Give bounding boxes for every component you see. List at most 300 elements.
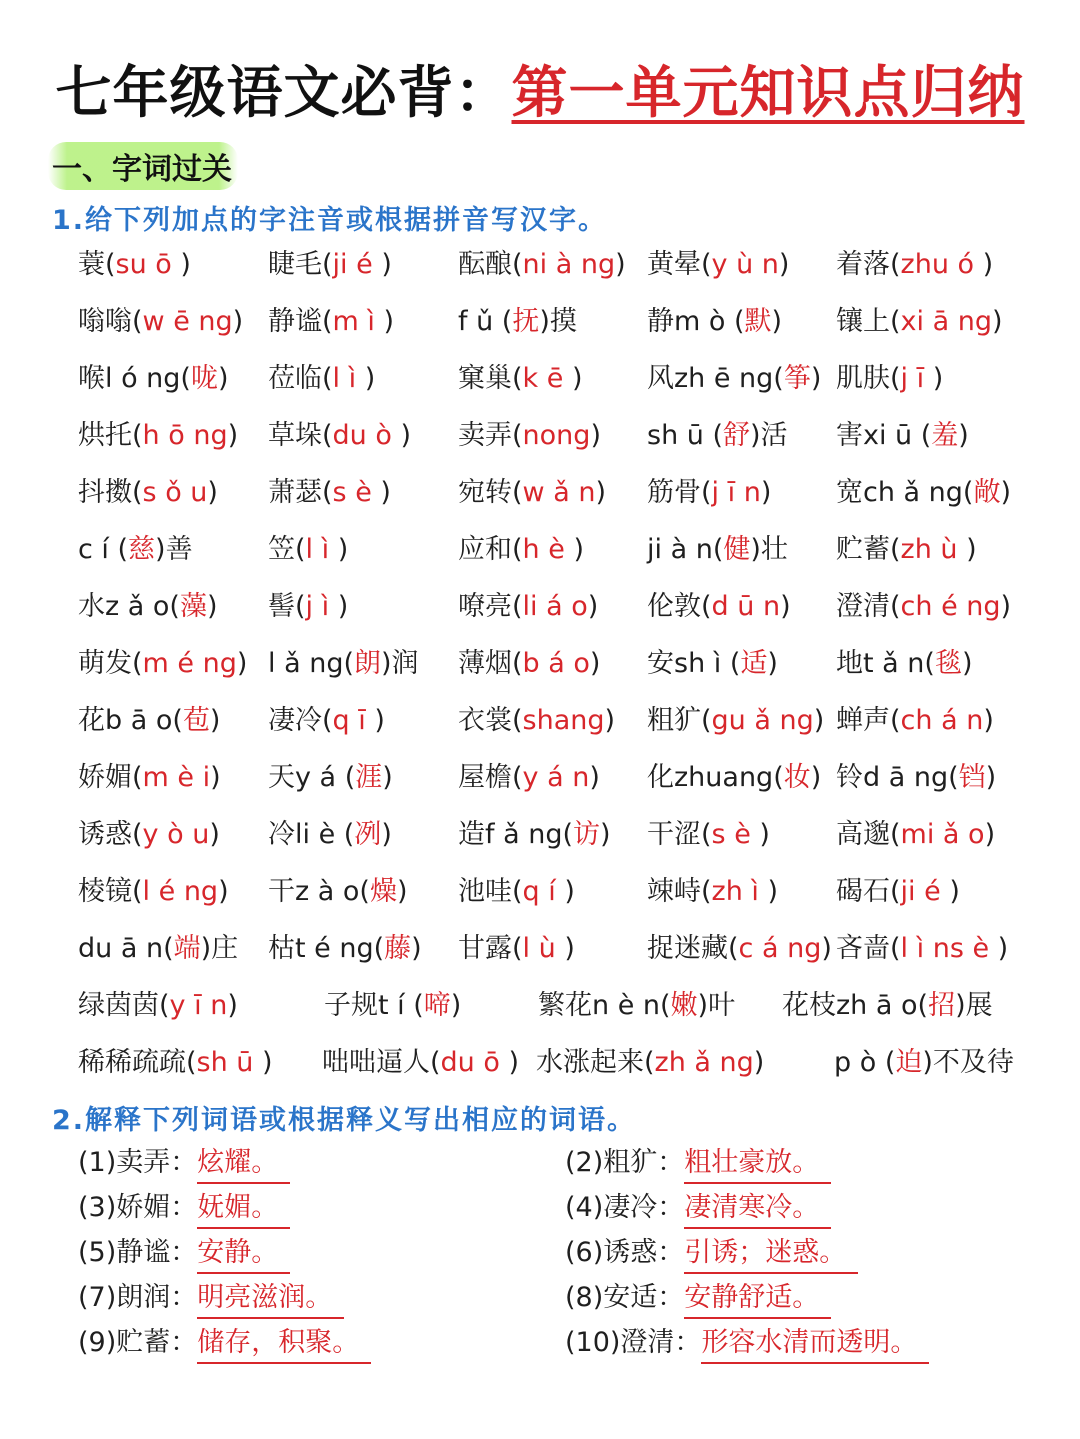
prompt-text: ): [589, 648, 601, 679]
prompt-text: ): [1000, 477, 1011, 508]
definition-label: (5)静谧：: [78, 1237, 198, 1268]
grid-cell: [836, 812, 995, 869]
prompt-text: 高邈(: [836, 819, 901, 850]
prompt-text: 甘露(: [458, 933, 523, 964]
definition-answer: 安静。: [197, 1234, 290, 1274]
answer-text: 啼: [423, 990, 451, 1021]
prompt-text: ): [374, 306, 395, 337]
answer-text: zhu ó: [900, 249, 975, 280]
grid-cell: [647, 299, 782, 356]
answer-text: 筝: [783, 363, 811, 394]
prompt-text: 干z à o(: [268, 876, 370, 907]
prompt-text: ): [961, 648, 973, 679]
answer-text: 迫: [895, 1047, 923, 1078]
prompt-text: 萌发(: [78, 648, 143, 679]
grid-cell: [78, 299, 243, 356]
answer-text: 燥: [369, 876, 397, 907]
grid-cell: [268, 413, 411, 470]
prompt-text: ): [810, 762, 822, 793]
answer-text: zh ù: [900, 534, 958, 565]
definition-row: [78, 1277, 1038, 1322]
prompt-text: l ǎ ng(: [268, 648, 354, 679]
grid-cell: [78, 527, 193, 584]
prompt-text: ): [564, 534, 584, 565]
prompt-text: ): [329, 591, 349, 622]
prompt-text: ): [615, 249, 626, 280]
grid-row: [78, 983, 1038, 1040]
prompt-text: ): [371, 477, 391, 508]
answer-text: 涯: [355, 762, 383, 793]
grid-cell: [458, 584, 598, 641]
prompt-text: 髻(: [268, 591, 306, 622]
prompt-text: ): [604, 705, 616, 736]
answer-text: 藤: [384, 933, 412, 964]
grid-row: [78, 926, 1038, 983]
definition-label: (4)凄冷：: [565, 1192, 685, 1223]
answer-text: y á n: [522, 762, 590, 793]
prompt-text: ): [232, 306, 244, 337]
prompt-text: ): [218, 876, 229, 907]
prompt-text: ): [940, 876, 960, 907]
grid-cell: [78, 584, 217, 641]
answer-text: 妆: [783, 762, 811, 793]
prompt-text: ): [600, 819, 611, 850]
grid-cell: [324, 983, 461, 1040]
answer-text: s ǒ u: [142, 477, 208, 508]
grid-cell: [836, 641, 973, 698]
prompt-text: ): [236, 648, 248, 679]
definition-row: [78, 1187, 1038, 1232]
answer-text: s è: [332, 477, 372, 508]
definition-label: (2)粗犷：: [565, 1147, 685, 1178]
prompt-text: ): [587, 591, 599, 622]
grid-cell: [836, 242, 993, 299]
grid-cell: [268, 698, 385, 755]
prompt-text: 莅临(: [268, 363, 333, 394]
grid-row: [78, 641, 1038, 698]
answer-text: gu ǎ ng: [711, 705, 814, 736]
definition-item: [78, 1142, 290, 1184]
grid-cell: [647, 413, 788, 470]
prompt-text: ): [1000, 591, 1012, 622]
grid-cell: [458, 356, 583, 413]
grid-cell: [78, 926, 238, 983]
grid-cell: [458, 470, 606, 527]
prompt-text: ): [750, 819, 770, 850]
prompt-text: sh ū (: [647, 420, 723, 451]
prompt-text: 草垛(: [268, 420, 333, 451]
prompt-text: 澄清(: [836, 591, 901, 622]
prompt-text: )叶: [697, 990, 736, 1021]
prompt-text: ): [372, 249, 392, 280]
answer-text: l ì: [305, 534, 330, 565]
grid-row: [78, 470, 1038, 527]
prompt-text: ): [758, 876, 779, 907]
prompt-text: ): [555, 876, 575, 907]
definition-item: [78, 1322, 371, 1364]
prompt-text: 萧瑟(: [268, 477, 333, 508]
answer-text: 毯: [934, 648, 962, 679]
prompt-text: 绿茵茵(: [78, 990, 170, 1021]
prompt-text: 蝉声(: [836, 705, 901, 736]
prompt-text: p ò (: [834, 1047, 896, 1078]
answer-text: m è i: [142, 762, 211, 793]
definition-answer: 形容水清而透明。: [701, 1324, 929, 1364]
answer-text: zh ǎ ng: [654, 1047, 754, 1078]
prompt-text: 粗犷(: [647, 705, 712, 736]
answer-text: w ē ng: [142, 306, 233, 337]
prompt-text: ji à n(: [647, 534, 724, 565]
prompt-text: f ǔ (: [458, 306, 513, 337]
prompt-text: ): [753, 1047, 765, 1078]
prompt-text: 衣裳(: [458, 705, 523, 736]
prompt-text: 睫毛(: [268, 249, 333, 280]
answer-text: m ì: [332, 306, 375, 337]
prompt-text: 静谧(: [268, 306, 333, 337]
answer-text: ni à ng: [522, 249, 616, 280]
grid-cell: [458, 869, 575, 926]
answer-text: 羞: [931, 420, 959, 451]
answer-text: shang: [522, 705, 605, 736]
grid-row: [78, 242, 1038, 299]
prompt-text: )不及待: [922, 1047, 1014, 1078]
definition-item: [565, 1322, 929, 1364]
answer-text: zh ì: [711, 876, 759, 907]
prompt-text: ): [253, 1047, 273, 1078]
answer-text: s è: [711, 819, 751, 850]
definition-answer: 安静舒适。: [684, 1279, 831, 1319]
answer-text: 咙: [190, 363, 218, 394]
answer-text: j ì: [305, 591, 330, 622]
definition-label: (1)卖弄：: [78, 1147, 198, 1178]
prompt-text: 池哇(: [458, 876, 523, 907]
prompt-text: 筋骨(: [647, 477, 712, 508]
answer-text: l ì: [332, 363, 357, 394]
prompt-text: 铃d ā ng(: [836, 762, 959, 793]
prompt-text: ): [209, 705, 221, 736]
definition-item: [78, 1277, 344, 1319]
answer-text: d ū n: [711, 591, 781, 622]
prompt-text: )活: [750, 420, 788, 451]
prompt-text: ): [356, 363, 376, 394]
definition-label: (7)朗润：: [78, 1282, 198, 1313]
prompt-text: )壮: [750, 534, 788, 565]
prompt-text: ): [206, 591, 218, 622]
page-title: [0, 58, 1080, 130]
grid-cell: [458, 641, 600, 698]
prompt-text: ): [411, 933, 422, 964]
prompt-text: 花b ā o(: [78, 705, 183, 736]
prompt-text: ): [382, 762, 393, 793]
definition-answer: 储存，积聚。: [197, 1324, 371, 1364]
grid-cell: [78, 356, 229, 413]
grid-cell: [647, 527, 788, 584]
prompt-text: 娇媚(: [78, 762, 143, 793]
answer-text: y ù n: [711, 249, 779, 280]
prompt-text: ): [227, 990, 238, 1021]
answer-text: du ō: [440, 1047, 500, 1078]
answer-text: 朗: [354, 648, 381, 679]
title-prefix: 七年级语文必背：: [55, 61, 512, 126]
prompt-text: 捉迷藏(: [647, 933, 739, 964]
prompt-text: ): [499, 1047, 520, 1078]
answer-text: sh ū: [196, 1047, 254, 1078]
prompt-text: 稀稀疏疏(: [78, 1047, 197, 1078]
grid-cell: [458, 299, 577, 356]
prompt-text: ): [595, 477, 606, 508]
answer-text: c á ng: [738, 933, 822, 964]
prompt-text: )庄: [200, 933, 239, 964]
definition-label: (8)安适：: [565, 1282, 685, 1313]
answer-text: m é ng: [142, 648, 237, 679]
grid-cell: [836, 584, 1011, 641]
grid-cell: [834, 1040, 1014, 1097]
prompt-text: 风zh ē ng(: [647, 363, 784, 394]
grid-cell: [647, 755, 821, 812]
prompt-text: ): [555, 933, 575, 964]
definition-row: [78, 1142, 1038, 1187]
grid-cell: [268, 527, 348, 584]
prompt-text: 黄晕(: [647, 249, 712, 280]
answer-text: ji é: [332, 249, 373, 280]
grid-row: [78, 755, 1038, 812]
grid-cell: [647, 812, 770, 869]
grid-cell: [647, 584, 791, 641]
grid-cell: [78, 1040, 273, 1097]
prompt-text: 吝啬(: [836, 933, 901, 964]
prompt-text: ): [391, 420, 412, 451]
prompt-text: 抖擞(: [78, 477, 143, 508]
prompt-text: ): [778, 249, 790, 280]
grid-cell: [78, 470, 218, 527]
answer-text: li á o: [522, 591, 588, 622]
definition-item: [565, 1232, 858, 1274]
grid-cell: [268, 812, 392, 869]
prompt-text: ): [210, 762, 221, 793]
grid-cell: [782, 983, 993, 1040]
grid-cell: [78, 869, 229, 926]
grid-cell: [647, 641, 778, 698]
prompt-text: )润: [381, 648, 419, 679]
prompt-text: ): [810, 363, 822, 394]
answer-text: 舒: [723, 420, 750, 451]
definition-item: [78, 1187, 290, 1229]
definition-label: (9)贮蓄：: [78, 1327, 198, 1358]
prompt-text: ): [590, 420, 601, 451]
grid-cell: [647, 926, 832, 983]
prompt-text: ): [974, 249, 994, 280]
definition-answer: 引诱；迷惑。: [684, 1234, 858, 1274]
answer-text: j ī n: [711, 477, 761, 508]
grid-cell: [836, 698, 994, 755]
prompt-text: 窠巢(: [458, 363, 523, 394]
grid-row: [78, 527, 1038, 584]
definitions-list: [78, 1142, 1038, 1367]
grid-cell: [268, 470, 391, 527]
prompt-text: 着落(: [836, 249, 901, 280]
prompt-text: ): [381, 819, 392, 850]
answer-text: ch é ng: [900, 591, 1001, 622]
prompt-text: 水z ǎ o(: [78, 591, 180, 622]
prompt-text: 枯t é ng(: [268, 933, 385, 964]
grid-cell: [78, 812, 220, 869]
grid-row: [78, 698, 1038, 755]
prompt-text: ): [767, 648, 778, 679]
answer-text: 敞: [973, 477, 1001, 508]
prompt-text: ): [992, 306, 1003, 337]
prompt-text: 蓑(: [78, 249, 116, 280]
prompt-text: ): [813, 705, 825, 736]
answer-text: h è: [522, 534, 565, 565]
question-2-heading: 2.解释下列词语或根据释义写出相应的词语。: [52, 1105, 637, 1136]
prompt-text: 镶上(: [836, 306, 901, 337]
grid-cell: [268, 869, 407, 926]
grid-cell: [78, 698, 220, 755]
prompt-text: 竦峙(: [647, 876, 712, 907]
prompt-text: 宽ch ǎ ng(: [836, 477, 974, 508]
definition-item: [565, 1187, 831, 1229]
prompt-text: 咄咄逼人(: [322, 1047, 441, 1078]
prompt-text: 水涨起来(: [536, 1047, 655, 1078]
grid-cell: [836, 413, 969, 470]
definition-answer: 妩媚。: [197, 1189, 290, 1229]
prompt-text: 伦敦(: [647, 591, 712, 622]
prompt-text: )善: [155, 534, 193, 565]
prompt-text: ): [329, 534, 349, 565]
definition-label: (3)娇媚：: [78, 1192, 198, 1223]
question-1-heading: 1.给下列加点的字注音或根据拼音写汉字。: [52, 205, 608, 236]
grid-cell: [836, 869, 960, 926]
grid-cell: [836, 356, 943, 413]
grid-cell: [268, 584, 348, 641]
prompt-text: 屋檐(: [458, 762, 523, 793]
answer-text: su ō: [115, 249, 172, 280]
grid-cell: [458, 812, 611, 869]
grid-row: [78, 869, 1038, 926]
definition-item: [565, 1142, 831, 1184]
prompt-text: ): [983, 705, 994, 736]
prompt-text: ): [989, 933, 1009, 964]
prompt-text: ): [450, 990, 462, 1021]
grid-cell: [836, 527, 977, 584]
answer-text: xi ā ng: [900, 306, 992, 337]
prompt-text: ): [821, 933, 832, 964]
grid-cell: [78, 755, 221, 812]
answer-text: 默: [744, 306, 772, 337]
prompt-text: ): [171, 249, 191, 280]
definition-label: (6)诱惑：: [565, 1237, 685, 1268]
grid-cell: [268, 356, 375, 413]
definition-row: [78, 1322, 1038, 1367]
grid-row: [78, 1040, 1038, 1097]
answer-text: ch á n: [900, 705, 984, 736]
answer-text: y ò u: [142, 819, 210, 850]
prompt-text: 冷li è (: [268, 819, 355, 850]
answer-text: 慈: [128, 534, 156, 565]
definition-answer: 炫耀。: [197, 1144, 290, 1184]
prompt-text: ): [365, 705, 385, 736]
answer-text: 健: [723, 534, 751, 565]
answer-text: b á o: [522, 648, 590, 679]
answer-text: 铛: [958, 762, 986, 793]
grid-cell: [538, 983, 735, 1040]
grid-cell: [647, 698, 824, 755]
prompt-text: 天y á (: [268, 762, 356, 793]
grid-cell: [458, 413, 601, 470]
prompt-text: ): [958, 420, 969, 451]
prompt-text: ): [924, 363, 944, 394]
prompt-text: 笠(: [268, 534, 306, 565]
answer-text: l é ng: [142, 876, 219, 907]
grid-cell: [268, 926, 422, 983]
prompt-text: ): [217, 363, 229, 394]
answer-text: 端: [173, 933, 201, 964]
prompt-text: 静m ò (: [647, 306, 745, 337]
grid-cell: [322, 1040, 519, 1097]
grid-cell: [78, 641, 247, 698]
prompt-text: ): [771, 306, 783, 337]
prompt-text: 肌肤(: [836, 363, 901, 394]
answer-text: h ō ng: [142, 420, 228, 451]
prompt-text: 薄烟(: [458, 648, 523, 679]
prompt-text: 干涩(: [647, 819, 712, 850]
grid-row: [78, 584, 1038, 641]
prompt-text: 卖弄(: [458, 420, 523, 451]
pinyin-grid: [78, 242, 1038, 1097]
prompt-text: ): [209, 819, 220, 850]
answer-text: q ī: [332, 705, 366, 736]
definition-label: (10)澄清：: [565, 1327, 702, 1358]
answer-text: k ē: [522, 363, 564, 394]
section-heading-vocabulary: 一、字词过关: [48, 142, 238, 190]
definition-item: [565, 1277, 831, 1319]
grid-cell: [268, 755, 393, 812]
answer-text: ji é: [900, 876, 941, 907]
prompt-text: 繁花n è n(: [538, 990, 671, 1021]
prompt-text: ): [780, 591, 791, 622]
answer-text: 藻: [179, 591, 207, 622]
grid-row: [78, 299, 1038, 356]
definition-answer: 凄清寒冷。: [684, 1189, 831, 1229]
prompt-text: 碣石(: [836, 876, 901, 907]
grid-cell: [458, 242, 626, 299]
answer-text: 嫩: [670, 990, 698, 1021]
prompt-text: ): [227, 420, 239, 451]
prompt-text: ): [760, 477, 772, 508]
grid-row: [78, 356, 1038, 413]
answer-text: 冽: [354, 819, 382, 850]
answer-text: l ù: [522, 933, 556, 964]
answer-text: y ī n: [169, 990, 228, 1021]
definition-answer: 粗壮豪放。: [684, 1144, 831, 1184]
grid-cell: [78, 413, 238, 470]
grid-cell: [836, 299, 1003, 356]
prompt-text: 造f ǎ ng(: [458, 819, 574, 850]
grid-cell: [836, 926, 1008, 983]
grid-cell: [268, 242, 392, 299]
answer-text: q í: [522, 876, 556, 907]
answer-text: 适: [740, 648, 768, 679]
prompt-text: 地t ǎ n(: [836, 648, 935, 679]
prompt-text: 安sh ì (: [647, 648, 741, 679]
prompt-text: 花枝zh ā o(: [782, 990, 929, 1021]
answer-text: 访: [573, 819, 601, 850]
prompt-text: ): [985, 762, 997, 793]
grid-row: [78, 413, 1038, 470]
grid-cell: [458, 755, 600, 812]
prompt-text: 烘托(: [78, 420, 143, 451]
grid-cell: [458, 698, 615, 755]
